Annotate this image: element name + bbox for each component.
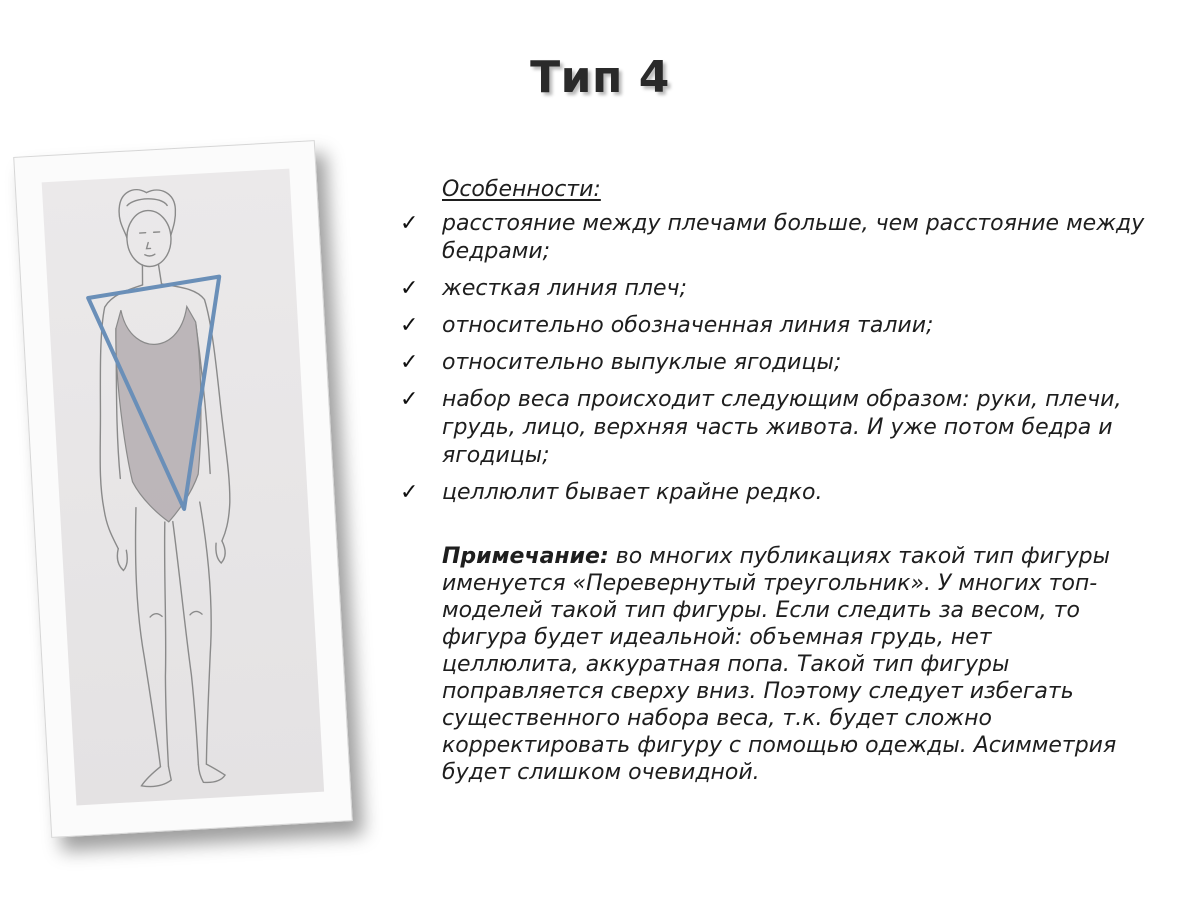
feature-text: целлюлит бывает крайне редко.: [442, 480, 823, 505]
features-heading: Особенности:: [442, 177, 601, 202]
note-text: во многих публикациях такой тип фигуры именуется «Перевернутый треугольник». У многих топ-моделей такой тип фигуры. Если следить за весом, то фигура будет идеальной: объемная грудь, нет целлюлита, аккуратная попа. Такой тип фигуры поправляется сверху вниз. Поэтому следует избегать существенного набора веса, т.к. будет сложно корректировать фигуру с помощью одежды. Асимметрия будет слишком очевидной.: [442, 544, 1117, 785]
check-icon: ✓: [400, 211, 419, 236]
figure-illustration: [42, 169, 324, 806]
feature-text: относительно выпуклые ягодицы;: [442, 350, 842, 375]
feature-item: [398, 386, 1158, 470]
body-sketch: [42, 169, 324, 806]
feature-text: относительно обозначенная линия талии;: [442, 313, 934, 338]
feature-item: [398, 312, 1158, 340]
page-title: Тип 4: [530, 52, 670, 103]
check-icon: ✓: [400, 480, 419, 505]
swimsuit-shape: [114, 306, 209, 524]
feature-item: [398, 275, 1158, 303]
feature-text: жесткая линия плеч;: [442, 276, 687, 301]
feature-item: [398, 479, 1158, 507]
check-icon: ✓: [400, 387, 419, 412]
check-icon: ✓: [400, 313, 419, 338]
note-label: Примечание:: [442, 544, 609, 569]
feature-text: расстояние между плечами больше, чем расстояние между бедрами;: [442, 211, 1145, 264]
check-icon: ✓: [400, 350, 419, 375]
feature-item: [398, 349, 1158, 377]
feature-text: набор веса происходит следующим образом: руки, плечи, грудь, лицо, верхняя часть живота. И уже потом бедра и ягодицы;: [442, 387, 1122, 468]
check-icon: ✓: [400, 276, 419, 301]
features-list: [398, 210, 1158, 507]
figure-photo-frame: [13, 140, 353, 838]
feature-item: [398, 210, 1158, 266]
note-paragraph: [442, 543, 1132, 786]
description-block: [398, 176, 1158, 786]
